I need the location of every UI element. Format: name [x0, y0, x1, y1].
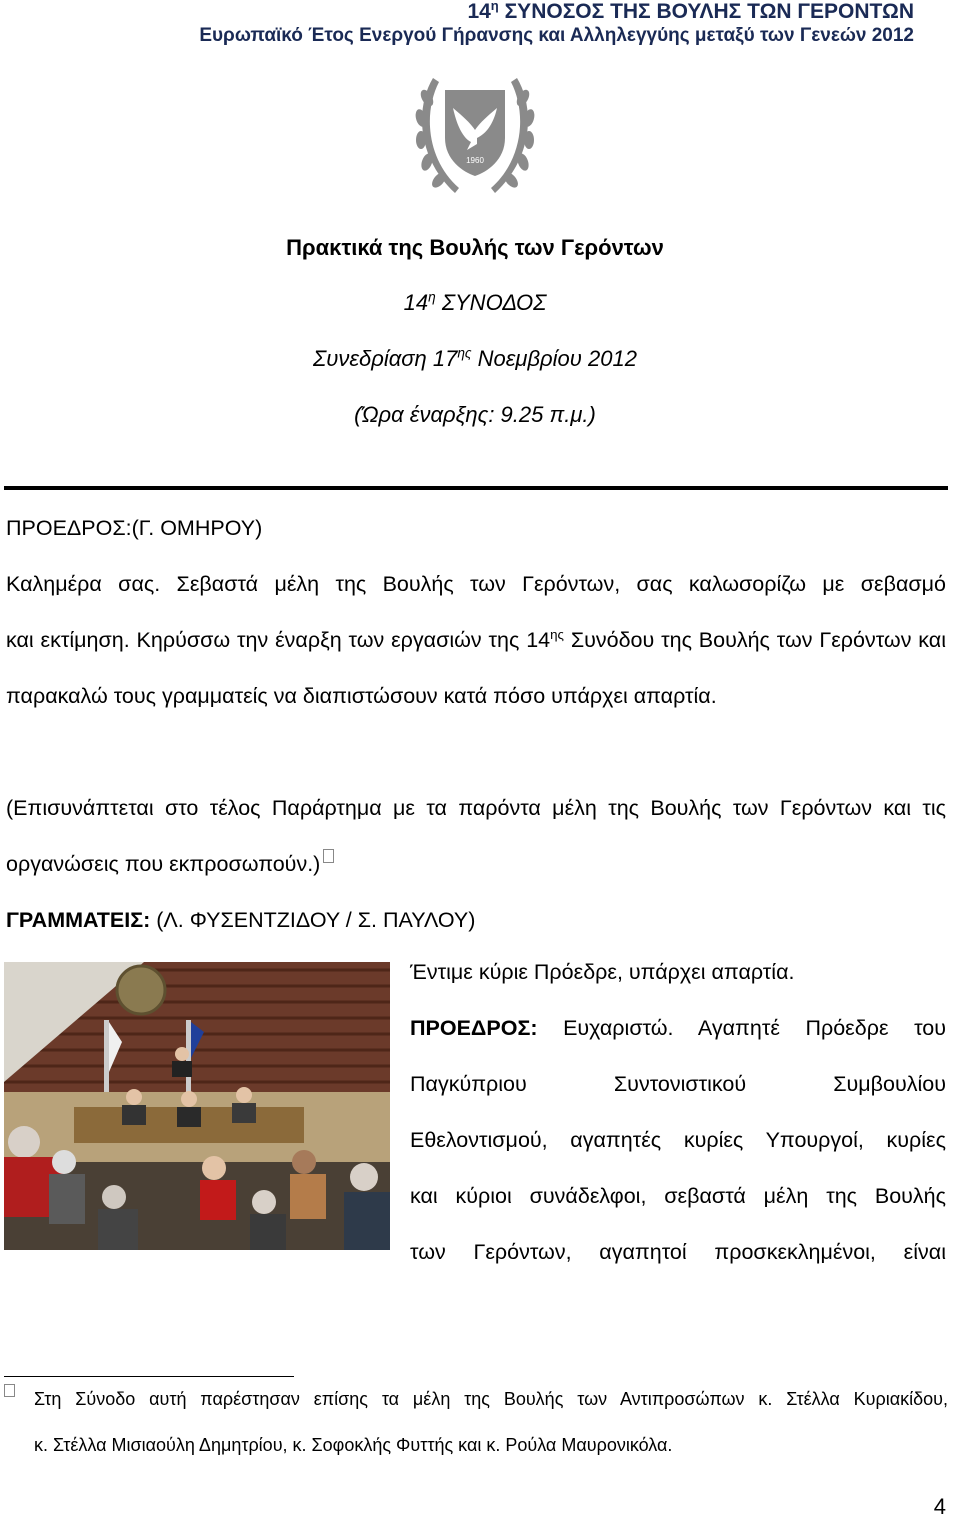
header-line-2: Ευρωπαϊκό Έτος Ενεργού Γήρανσης και Αλληλεγγύης μεταξύ των Γενεών 2012 [199, 25, 914, 46]
crest-year: 1960 [466, 156, 484, 165]
opening-line: Καλημέρα σας. Σεβαστά μέλη της Βουλής των Γερόντων, σας καλωσορίζω με σεβασμό [6, 572, 946, 596]
speech-line: Εθελοντισμού, αγαπητές κυρίες Υπουργοί, κυρίες [410, 1128, 946, 1152]
coat-of-arms-emblem [405, 68, 545, 208]
opening-paragraph: και εκτίμηση. Κηρύσσω την έναρξη των εργασιών της $14^{\eta\varsigma}$ Συνόδου της Βουλής των Γερόντων και παρακαλώ τους γραμματείς να διαπιστώσουν κατά πόσο υπάρχει απαρτία. [6, 626, 946, 708]
speech-line: και κύριοι συνάδελφοι, σεβαστά μέλη της Βουλής [410, 1184, 946, 1208]
session-photo [4, 962, 390, 1250]
speaker-secretaries: ΓΡΑΜΜΑΤΕΙΣ: (Λ. ΦΥΣΕΝΤΖΙΔΟΥ / Σ. ΠΑΥΛΟΥ) [6, 908, 476, 932]
meeting-date: Συνεδρίαση $17^{\eta\varsigma}$ Νοεμβρίου 2012 [313, 345, 637, 371]
page-title: Πρακτικά της Βουλής των Γερόντων [286, 235, 664, 260]
footnote-marker-icon [323, 849, 334, 863]
start-time: (Ώρα έναρξης: 9.25 π.μ.) [354, 402, 596, 427]
attachment-note: (Επισυνάπτεται στο τέλος Παράρτημα με τα παρόντα μέλη της Βουλής των Γερόντων και τις οργανώσεις που εκπροσωπούν.) [6, 796, 946, 876]
speech-line: Παγκύπριου Συντονιστικού Συμβουλίου [410, 1072, 946, 1096]
section-divider [4, 486, 948, 490]
header-line-1: $14^\eta$ ΣΥΝΟΣΟΣ ΤΗΣ ΒΟΥΛΗΣ ΤΩΝ ΓΕΡΟΝΤΩΝ [467, 0, 914, 23]
footnote-marker-icon [4, 1384, 15, 1397]
footnote-line-1: Στη Σύνοδο αυτή παρέστησαν επίσης τα μέλη της Βουλής των Αντιπροσώπων κ. Στέλλα Κυριακίδου, [34, 1389, 948, 1409]
reply-text: Έντιμε κύριε Πρόεδρε, υπάρχει απαρτία. [410, 960, 795, 984]
speech-first-line: ΠΡΟΕΔΡΟΣ: Ευχαριστώ. Αγαπητέ Πρόεδρε του [410, 1016, 946, 1040]
page-number: 4 [933, 1494, 946, 1519]
speaker-president-label: ΠΡΟΕΔΡΟΣ:(Γ. ΟΜΗΡΟΥ) [6, 516, 263, 540]
session-label: $14^\eta$ ΣΥΝΟΔΟΣ [403, 289, 547, 315]
footnote-line-2: κ. Στέλλα Μισιαούλη Δημητρίου, κ. Σοφοκλής Φυττής και κ. Ρούλα Μαυρονικόλα. [34, 1435, 673, 1455]
speech-line: των Γερόντων, αγαπητοί προσκεκλημένοι, είναι [410, 1240, 946, 1264]
